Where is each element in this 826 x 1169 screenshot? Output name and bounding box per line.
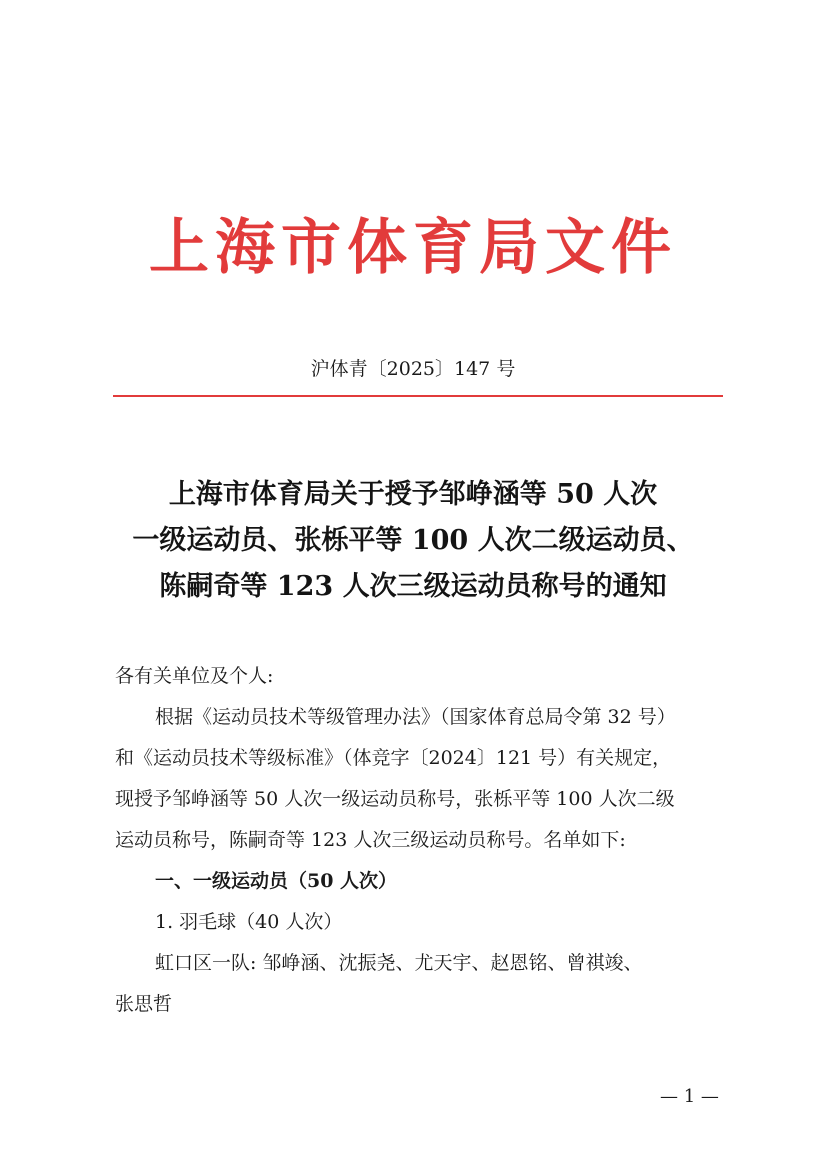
paragraph-line-1: 根据《运动员技术等级管理办法》（国家体育总局令第 32 号） bbox=[155, 706, 676, 728]
title-line-3: 陈嗣奇等 123 人次三级运动员称号的通知 bbox=[159, 571, 667, 602]
subsection-badminton: 1. 羽毛球（40 人次） bbox=[155, 911, 343, 933]
salutation: 各有关单位及个人: bbox=[115, 665, 274, 687]
paragraph-line-4: 运动员称号，陈嗣奇等 123 人次三级运动员称号。名单如下: bbox=[115, 829, 626, 851]
page-number: — 1 — bbox=[660, 1086, 719, 1107]
team-list-line-1: 虹口区一队: 邹峥涵、沈振尧、尤天宇、赵恩铭、曾祺竣、 bbox=[155, 952, 643, 974]
team-list-line-2: 张思哲 bbox=[115, 993, 173, 1015]
red-divider-line bbox=[113, 395, 723, 397]
document-number: 沪体青〔2025〕147 号 bbox=[310, 358, 516, 380]
section-heading-first-level: 一、一级运动员（50 人次） bbox=[155, 870, 398, 892]
paragraph-line-2: 和《运动员技术等级标准》（体竞字〔2024〕121 号）有关规定， bbox=[115, 747, 672, 769]
title-line-2: 一级运动员、张栎平等 100 人次二级运动员、 bbox=[132, 525, 694, 556]
document-title bbox=[60, 472, 766, 610]
document-body bbox=[115, 656, 715, 1025]
paragraph-line-3: 现授予邹峥涵等 50 人次一级运动员称号，张栎平等 100 人次二级 bbox=[115, 788, 675, 810]
title-line-1: 上海市体育局关于授予邹峥涵等 50 人次 bbox=[168, 479, 658, 510]
document-masthead: 上海市体育局文件 bbox=[149, 213, 677, 283]
